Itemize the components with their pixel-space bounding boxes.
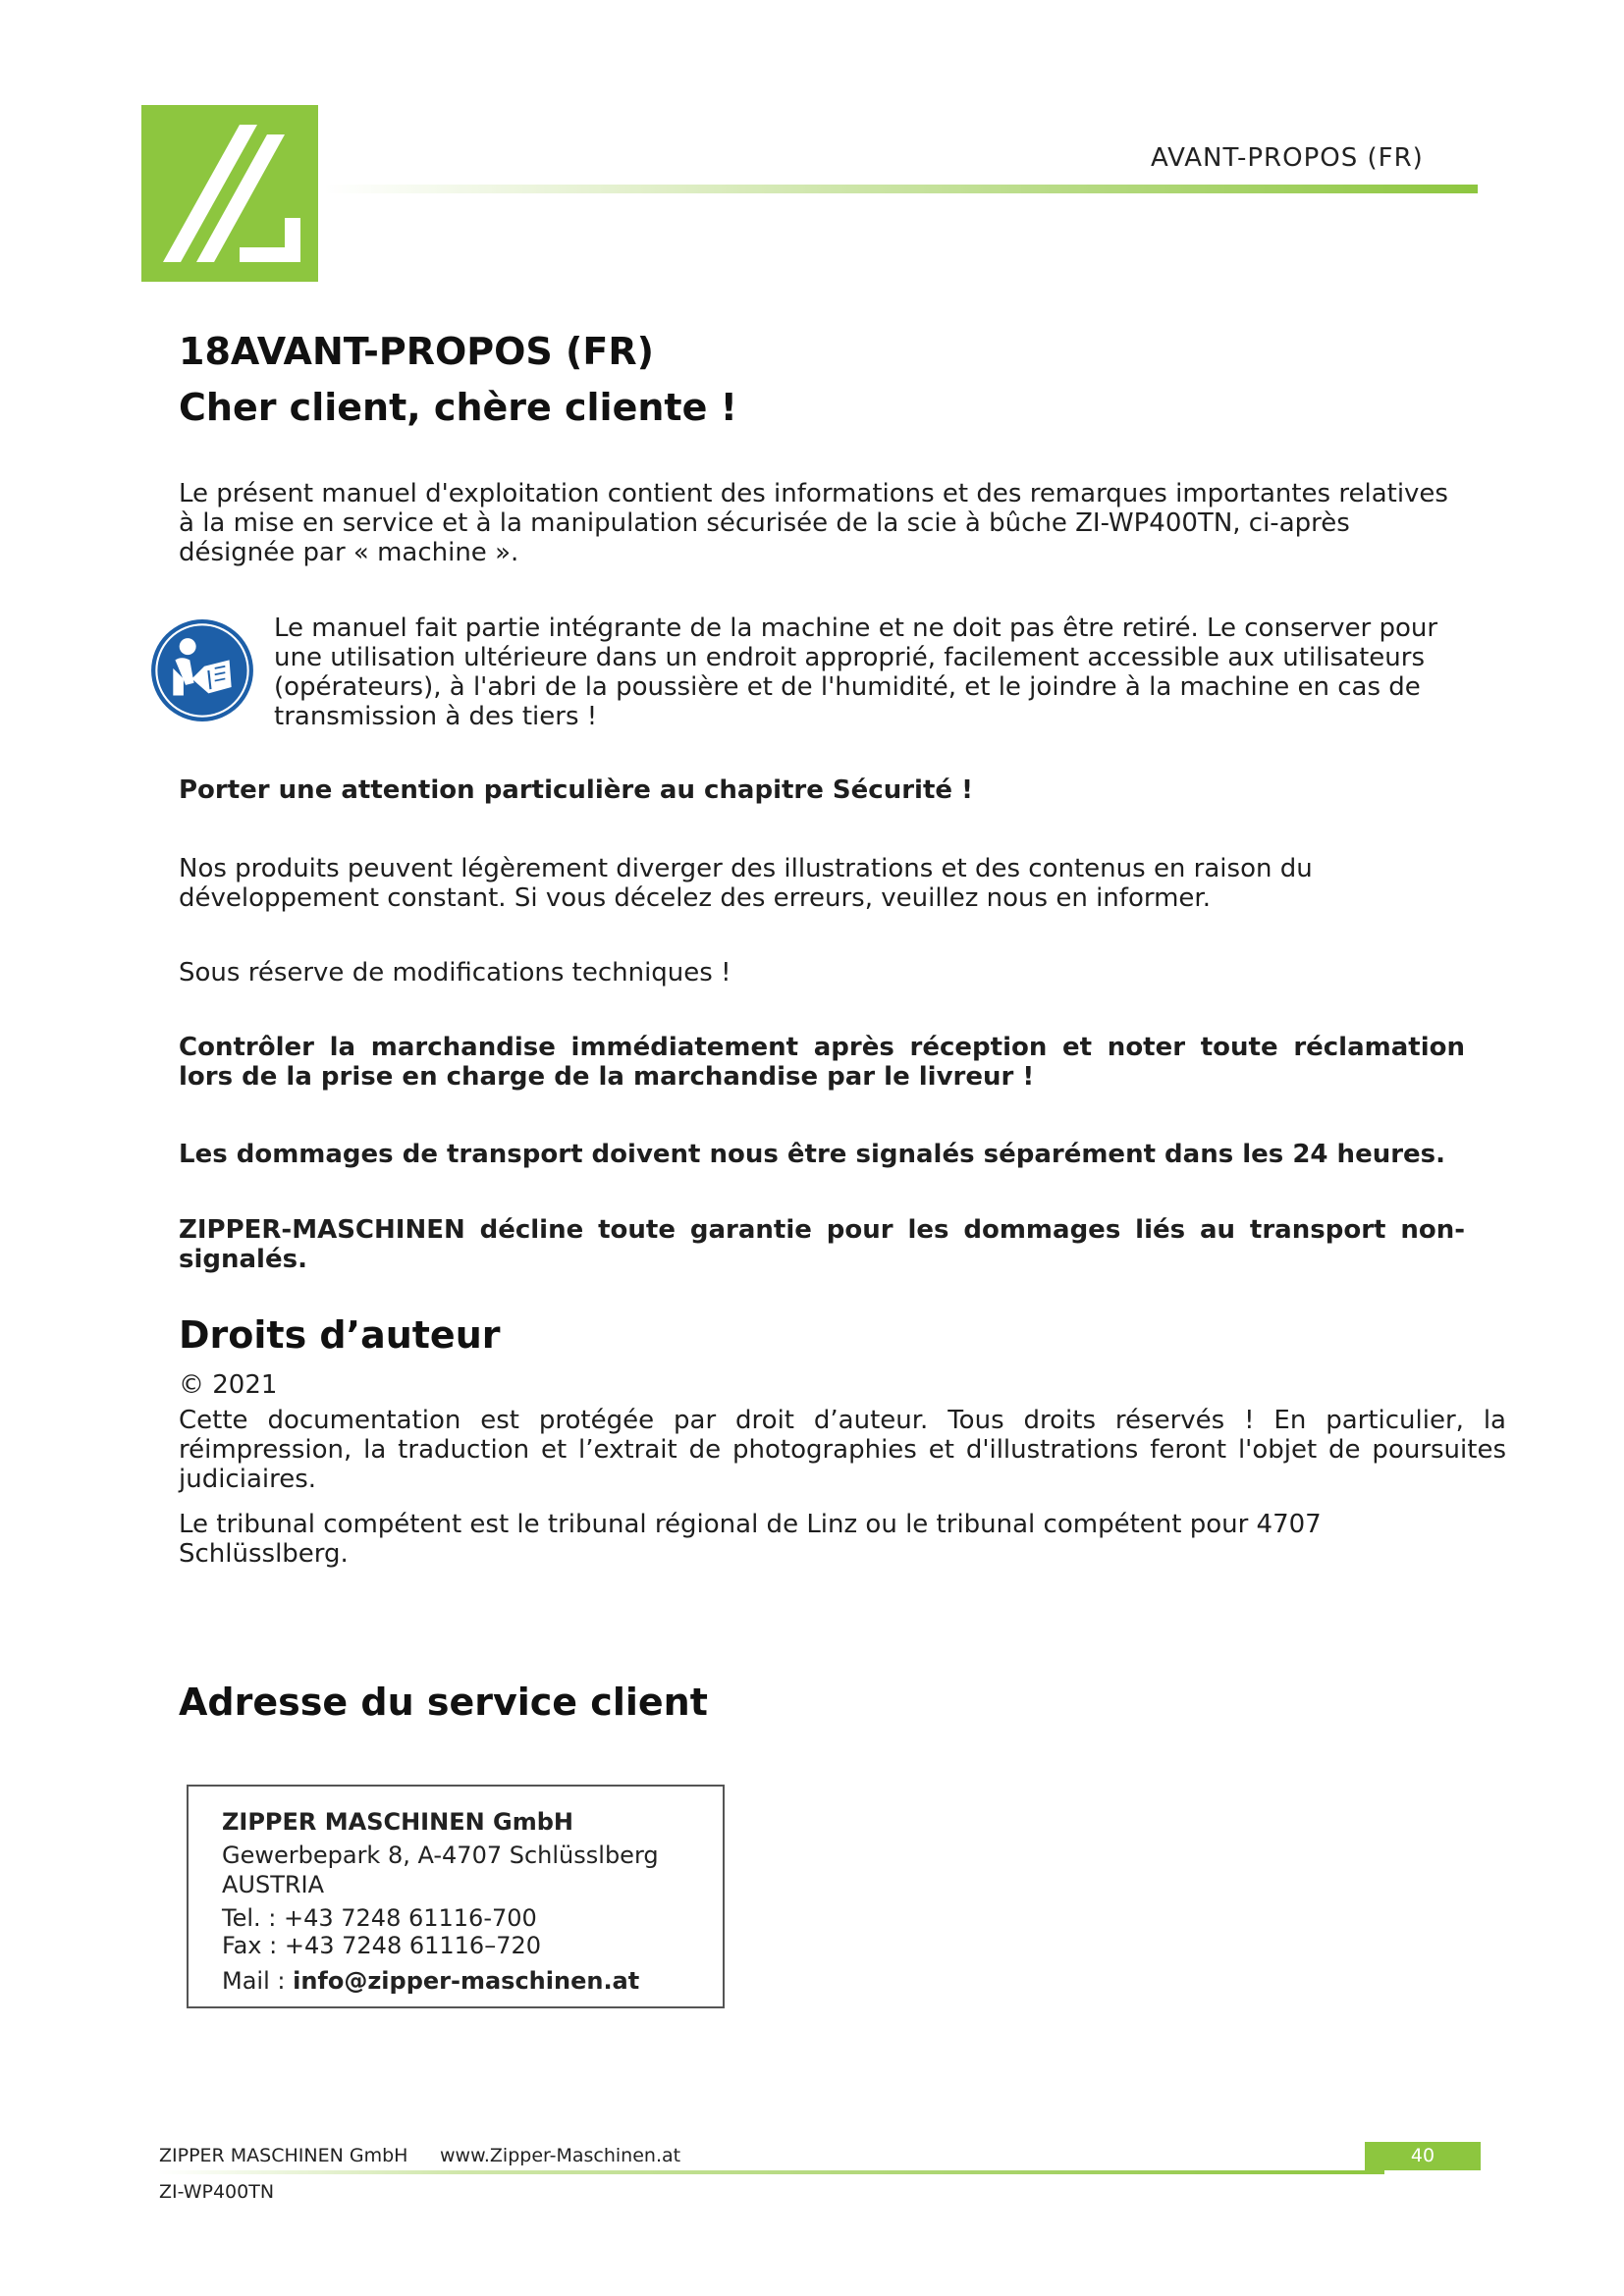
- manual-note: Le manuel fait partie intégrante de la machine et ne doit pas être retiré. Le conserver pour une utilisation ultérieure dans un endroit approprié, facilement accessible aux utilisateurs (opérateurs), à l'abri de la poussière et de l'humidité, et le joindre à la machine en cas de transmission à des tiers !: [274, 614, 1438, 731]
- zipper-logo-icon: [141, 105, 318, 282]
- intro-paragraph: Le présent manuel d'exploitation contient des informations et des remarques importantes relatives à la mise en service et à la manipulation sécurisée de la scie à bûche ZI-WP400TN, ci-après désignée par « machine ».: [179, 479, 1448, 567]
- footer-model: ZI-WP400TN: [159, 2181, 275, 2203]
- read-manual-icon: [150, 618, 254, 722]
- address-fax: Fax : +43 7248 61116–720: [222, 1932, 541, 1959]
- address-company: ZIPPER MASCHINEN GmbH: [222, 1808, 574, 1836]
- court-text: Le tribunal compétent est le tribunal régional de Linz ou le tribunal compétent pour 4707 Schlüsslberg.: [179, 1510, 1322, 1569]
- section-title: 18AVANT-PROPOS (FR): [179, 330, 654, 373]
- address-box: [187, 1785, 725, 2008]
- page-number: 40: [1365, 2142, 1481, 2170]
- warranty-disclaimer: ZIPPER-MASCHINEN décline toute garantie pour les dommages liés au transport non-signalés.: [179, 1215, 1465, 1274]
- greeting-heading: Cher client, chère cliente !: [179, 386, 737, 429]
- header-divider: [324, 185, 1478, 193]
- reserve-note: Sous réserve de modifications techniques !: [179, 958, 731, 988]
- copyright-year: © 2021: [179, 1370, 278, 1400]
- service-heading: Adresse du service client: [179, 1681, 708, 1724]
- transport-damage-note: Les dommages de transport doivent nous être signalés séparément dans les 24 heures.: [179, 1140, 1446, 1169]
- products-note: Nos produits peuvent légèrement diverger des illustrations et des contenus en raison du développement constant. Si vous décelez des erreurs, veuillez nous en informer.: [179, 854, 1313, 913]
- address-mail-link[interactable]: info@zipper-maschinen.at: [293, 1967, 640, 1995]
- footer-company: ZIPPER MASCHINEN GmbH: [159, 2145, 408, 2166]
- address-country: AUSTRIA: [222, 1871, 325, 1898]
- address-street: Gewerbepark 8, A-4707 Schlüsslberg: [222, 1842, 659, 1869]
- safety-note: Porter une attention particulière au chapitre Sécurité !: [179, 775, 973, 805]
- address-tel: Tel. : +43 7248 61116-700: [222, 1904, 537, 1932]
- footer-website-link[interactable]: www.Zipper-Maschinen.at: [440, 2145, 681, 2166]
- footer-divider: [157, 2170, 1384, 2174]
- address-mail-label: Mail :: [222, 1967, 294, 1995]
- address-mail-row: [222, 1967, 639, 1995]
- check-goods-note: Contrôler la marchandise immédiatement après réception et noter toute réclamation lors de la prise en charge de la marchandise par le livreur !: [179, 1033, 1465, 1092]
- copyright-heading: Droits d’auteur: [179, 1313, 501, 1357]
- copyright-text: Cette documentation est protégée par droit d’auteur. Tous droits réservés ! En particulier, la réimpression, la traduction et l’extrait de photographies et d'illustrations feront l'objet de poursuites judiciaires.: [179, 1406, 1506, 1494]
- header-title: AVANT-PROPOS (FR): [1151, 143, 1424, 173]
